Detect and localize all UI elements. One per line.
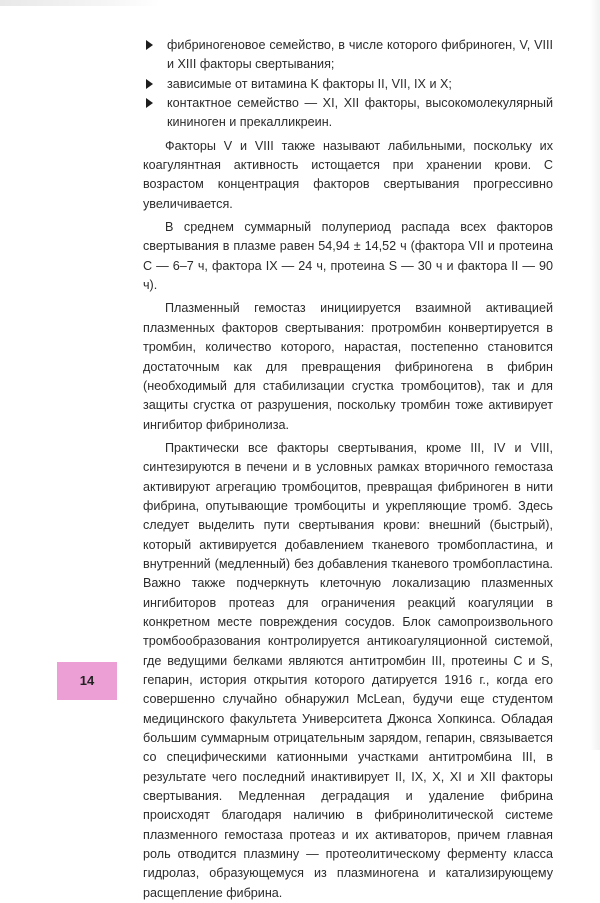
page-edge-shadow (590, 0, 600, 750)
triangle-bullet-icon (146, 40, 153, 50)
list-item-text: зависимые от витамина K факторы II, VII, IX и X; (167, 76, 452, 91)
page-number: 14 (79, 673, 95, 688)
list-item-text: контактное семейство — XI, XII факторы, высокомолекулярный кининоген и прекалликреин. (167, 96, 553, 130)
list-item (143, 94, 553, 133)
top-edge-strip (0, 0, 160, 6)
page-number-tab (57, 662, 117, 700)
paragraph-plasma-hemostasis: Плазменный гемостаз инициируется взаимной активацией плазменных факторов свертывания: протромбин конвертируется в тромбин, количество которого, нарастая, постепенно становится достаточным как для превращения фибриногена в фибрин (необходимый для стабилизации сгустка тромбоцитов), так и для защиты сгустка от разрушения, поскольку тромбин тоже активирует ингибитор фибринолиза. (143, 301, 553, 432)
list-item (143, 36, 553, 75)
body-text-column (143, 36, 553, 903)
triangle-bullet-icon (146, 98, 153, 108)
list-item-text: фибриногеновое семейство, в числе которого фибриноген, V, VIII и XIII факторы свертывания; (167, 38, 553, 72)
triangle-bullet-icon (146, 79, 153, 89)
paragraph-coagulation-factors: Практически все факторы свертывания, кроме III, IV и VIII, синтезируются в печени и в условных рамках вторичного гемостаза активируют агрегацию тромбоцитов, превращая фибриноген в нити фибрина, опутывающие тромбоциты и укрепляющие тромб. Здесь следует выделить пути свертывания крови: внешний (быстрый), который активируется добавлением тканевого тромбопластина, и внутренний (медленный) без добавления тканевого тромбопластина. Важно также подчеркнуть клеточную локализацию плазменных ингибиторов протеаз для ограничения реакций коагуляции в конкретном месте повреждения сосудов. Блок самопроизвольного тромбообразования контролируется антикоагуляционной системой, где ведущими белками являются антитромбин III, протеины C и S, гепарин, история открытия которого датируется 1916 г., когда его совершенно случайно обнаружил McLean, будучи еще студентом медицинского факультета Университета Джонса Хопкинса. Обладая большим суммарным отрицательным зарядом, гепарин, связывается со специфическими катионными участками антитромбина III, в результате чего последний инактивирует II, IX, X, XI и XII факторы свертывания. Медленная деградация и удаление фибрина происходят благодаря наличию в фибринолитической системе плазменного гемостаза протеаз и их активаторов, причем главная роль отводится плазмину — протеолитическому ферменту класса гидролаз, образующемуся из плазминогена и катализирующему расщепление фибрина. (143, 440, 553, 900)
list-item (143, 75, 553, 94)
paragraph-half-life: В среднем суммарный полупериод распада всех факторов свертывания в плазме равен 54,94 ± 14,52 ч (фактора VII и протеина C — 6–7 ч, фактора IX — 24 ч, протеина S — 30 ч и фактора II — 90 ч). (143, 220, 553, 293)
paragraph-labile-factors: Факторы V и VIII также называют лабильными, поскольку их коагулянтная активность истощается при хранении крови. С возрастом концентрация факторов свертывания прогрессивно увеличивается. (143, 138, 553, 211)
factor-family-list (143, 36, 553, 133)
